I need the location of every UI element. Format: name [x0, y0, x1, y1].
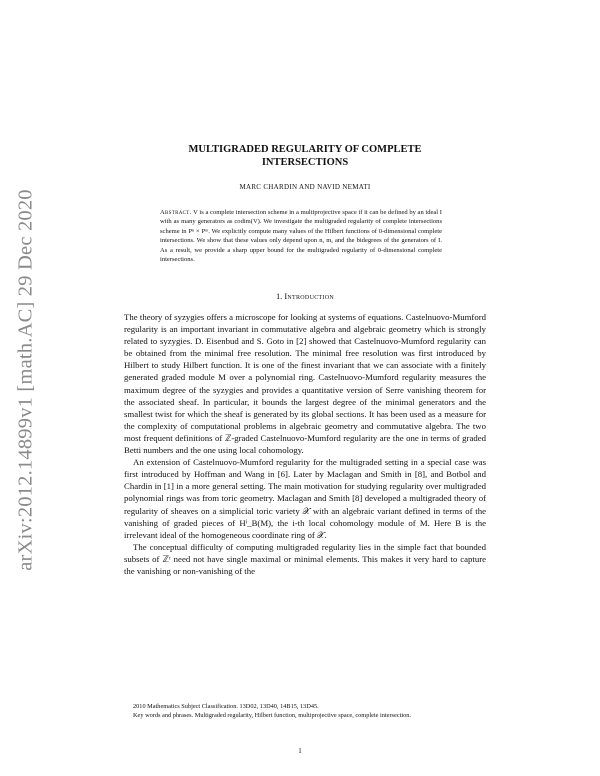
- abstract: [160, 208, 442, 264]
- arxiv-identifier: arXiv:2012.14899v1 [math.AC] 29 Dec 2020: [14, 189, 37, 571]
- abstract-lead: Abstract.: [160, 209, 192, 216]
- title-line-2: INTERSECTIONS: [261, 157, 349, 168]
- section-title: Introduction: [284, 292, 335, 301]
- section-heading: [124, 292, 486, 301]
- authors: MARC CHARDIN AND NAVID NEMATI: [239, 183, 371, 191]
- body-text: [124, 311, 486, 577]
- paper-title: [140, 143, 470, 169]
- arxiv-stamp: [6, 175, 46, 585]
- footnotes: [124, 703, 486, 720]
- title-line-1: MULTIGRADED REGULARITY OF COMPLETE: [188, 144, 422, 155]
- abstract-body: V is a complete intersection scheme in a multiprojective space if it can be defined by an ideal I with as many generators as codim(V). We investigate the multigraded regularity of complete intersections scheme in Pⁿ × Pᵐ. We explicitly compute many values of the Hilbert functions of 0-dimensional complete intersections. We show that these values only depend upon n, m, and the bidegrees of the generators of I. As a result, we provide a sharp upper bound for the multigraded regularity of 0-dimensional complete intersections.: [160, 209, 442, 264]
- section-number: 1.: [275, 292, 283, 301]
- paragraph: The conceptual difficulty of computing multigraded regularity lies in the simple fact that bounded subsets of ℤʳ need not have single maximal or minimal elements. This makes it very hard to capture the vanishing or non-vanishing of the: [124, 541, 486, 576]
- footnote-keywords: Key words and phrases. Multigraded regularity, Hilbert function, multiprojective space, complete intersection.: [133, 711, 411, 719]
- page-number: 1: [298, 747, 302, 755]
- paragraph: The theory of syzygies offers a microscope for looking at systems of equations. Castelnuovo-Mumford regularity is an important invariant in commutative algebra and algebraic geometry which is strongly related to syzygies. D. Eisenbud and S. Goto in [2] showed that Castelnuovo-Mumford regularity can be obtained from the minimal free resolution. The minimal free resolution was first introduced by Hilbert to study Hilbert function. It is one of the finest invariant that we can associate with a finitely generated graded module M over a polynomial ring. Castelnuovo-Mumford regularity measures the maximum degree of the syzygies and provides a quantitative version of Serre vanishing theorem for the associated sheaf. In particular, it bounds the largest degree of the minimal generators and the smallest twist for which the sheaf is generated by its global sections. It has been used as a measure for the complexity of computational problems in algebraic geometry and commutative algebra. The two most frequent definitions of ℤ-graded Castelnuovo-Mumford regularity are the one in terms of graded Betti numbers and the one using local cohomology.: [124, 312, 486, 456]
- footnote-msc: 2010 Mathematics Subject Classification. 13D02, 13D40, 14B15, 13D45.: [133, 703, 319, 710]
- paragraph: An extension of Castelnuovo-Mumford regularity for the multigraded setting in a special case was first introduced by Hoffman and Wang in [6]. Later by Maclagan and Smith in [8], and Botbol and Chardin in [1] in a more general setting. The main motivation for studying regularity over multigraded polynomial rings was from toric geometry. Maclagan and Smith [8] developed a multigraded theory of regularity of sheaves on a simplicial toric variety 𝒳 with an algebraic variant defined in terms of the vanishing of graded pieces of Hⁱ_B(M), the i-th local cohomology module of M. Here B is the irrelevant ideal of the homogeneous coordinate ring of 𝒳.: [124, 457, 486, 540]
